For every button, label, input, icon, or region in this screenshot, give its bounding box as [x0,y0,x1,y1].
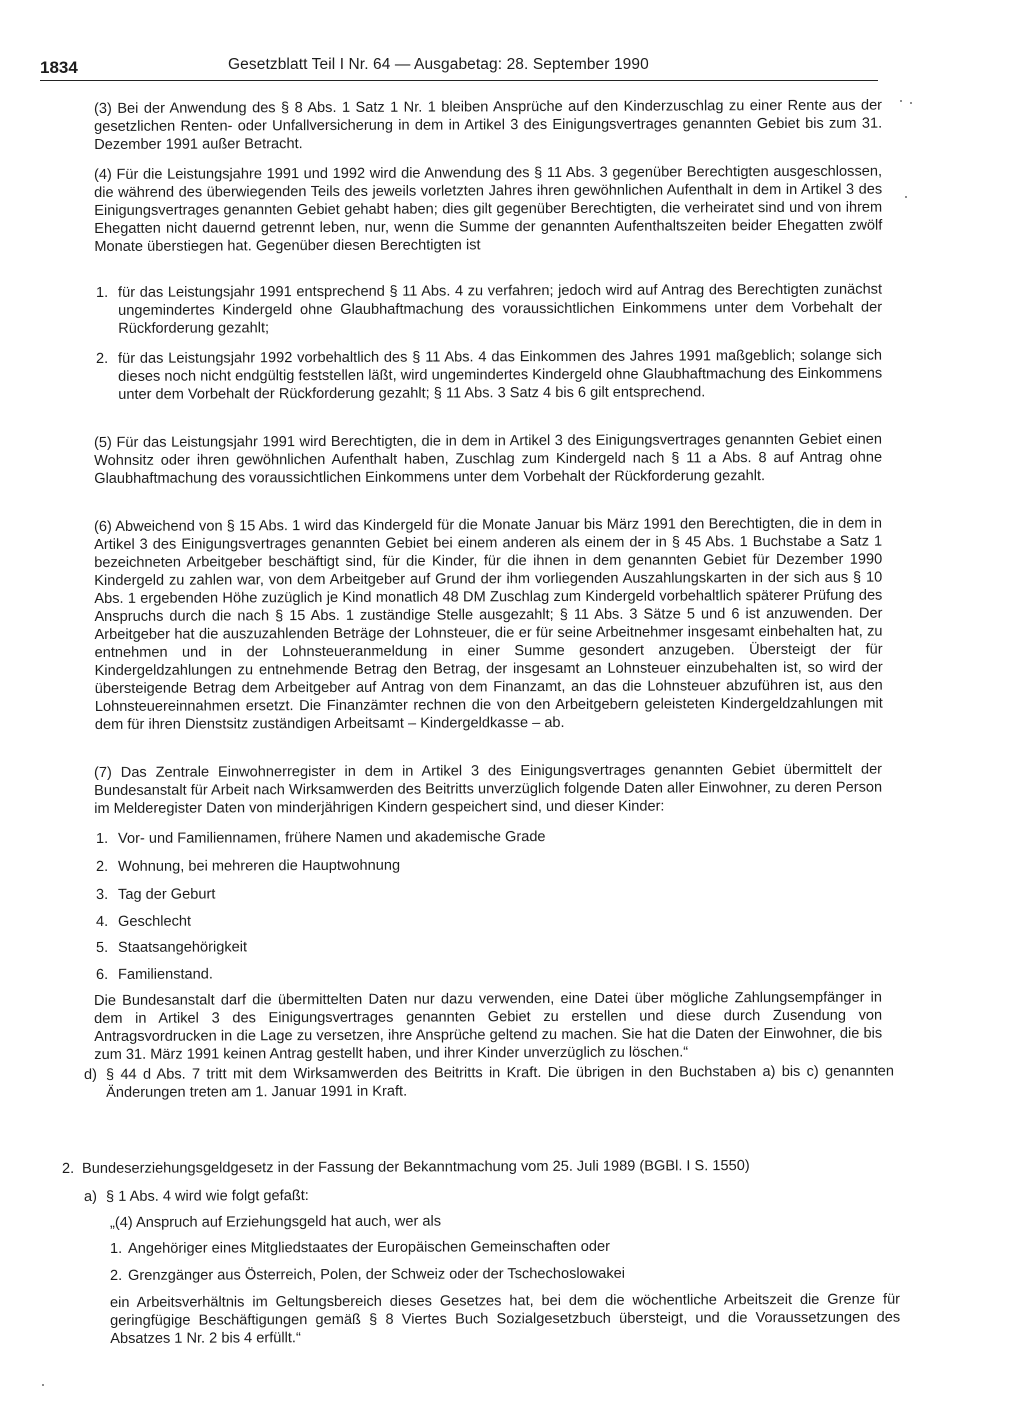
page-number: 1834 [40,58,78,77]
item-2-bundeserziehungsgeldgesetz [62,1157,822,1178]
quote-item-2 [110,1264,710,1285]
paragraph-7: (7) Das Zentrale Einwohnerregister in dem in Artikel 3 des Einigungsvertrages genannten Gebiet übermittelt der Bundesanstalt für Arbeit nach Wirksamwerden des Beitritts unverzüglich folgende Daten aller Einwohner, zu deren Person im Melderegister Daten von minderjährigen Kindern gespeichert sind, und dieser Kinder: [94,761,883,817]
paragraph-4: (4) Für die Leistungsjahre 1991 und 1992 wird die Anwendung des § 11 Abs. 3 gegenüber Berechtigten ausgeschlossen, die während des überwiegenden Teils des jeweils vorletzten Jahres ihren gewöhnlichen Aufenthalt in dem in Artikel 3 des Einigungsvertrages genannten Gebiet gehabt haben; dies gilt gegenüber Berechtigten, die verheiratet sind und von ihrem Ehegatten nicht dauernd getrennt leben, nur, wenn die Summe der genannten Aufenthaltszeiten beider Ehegatten zwölf Monate überstiegen hat. Gegenüber diesen Berechtigten ist [94,163,883,255]
quote-closing: ein Arbeitsverhältnis im Geltungsbereich dieses Gesetzes hat, bei dem die wöchentliche Arbeitszeit die Grenze für geringfügige Beschäftigungen gemäß § 8 Viertes Buch Sozialgesetzbuch übersteigt, und die Voraussetzungen des Absatzes 1 Nr. 2 bis 4 erfüllt.“ [110,1291,901,1347]
item-number: 1. [96,284,109,301]
paragraph-7-item-6 [96,963,882,984]
item-number: 2. [110,1267,123,1284]
paragraph-5: (5) Für das Leistungsjahr 1991 wird Berechtigten, die in dem in Artikel 3 des Einigungsvertrages genannten Gebiet einen Wohnsitz oder ihren gewöhnlichen Aufenthalt haben, Zuschlag zum Kindergeld nach § 11 a Abs. 8 auf Antrag ohne Glaubhaftmachung des voraussichtlichen Einkommens unter dem Vorbehalt der Rückforderung gezahlt. [94,431,883,487]
scan-speck [42,1384,44,1386]
item-text: für das Leistungsjahr 1992 vorbehaltlich des § 11 Abs. 4 das Einkommen des Jahres 1991 maßgeblich; solange sich dieses noch nicht endgültig feststellen läßt, wird ungemindertes Kindergeld ohne Glaubhaftmachung des Einkommens unter dem Vorbehalt der Rückforderung gezahlt; § 11 Abs. 3 Satz 4 bis 6 gilt entsprechend. [118,347,883,403]
paragraph-7-closing: Die Bundesanstalt darf die übermittelten Daten nur dazu verwenden, eine Datei über mögliche Zahlungsempfänger in dem in Artikel 3 des Einigungsvertrages genannten Gebiet zu erstellen und diese durch Zusendung von Antragsvordrucken in die Lage zu versetzen, ihre Ansprüche geltend zu machen. Sie hat die Daten der Einwohner, die bis zum 31. März 1991 keinen Antrag gestellt haben, und ihrer Kinder unverzüglich zu löschen.“ [94,989,883,1063]
item-text: Bundeserziehungsgeldgesetz in der Fassung der Bekanntmachung vom 25. Juli 1989 (BGBl. I S. 1550) [82,1157,750,1177]
item-text: § 44 d Abs. 7 tritt mit dem Wirksamwerden des Beitritts in Kraft. Die übrigen in den Buchstaben a) bis c) genannten Änderungen treten am 1. Januar 1991 in Kraft. [106,1063,895,1101]
item-text: Grenzgänger aus Österreich, Polen, der Schweiz oder der Tschechoslowakei [128,1265,626,1284]
item-d [84,1062,894,1102]
item-text: für das Leistungsjahr 1991 entsprechend § 11 Abs. 4 zu verfahren; jedoch wird auf Antrag des Berechtigten zunächst ungemindertes Kindergeld ohne Glaubhaftmachung des voraussichtlichen Einkommens unter dem Vorbehalt der Rückforderung gezahlt; [118,281,883,337]
item-number: 2. [96,350,109,367]
item-text: Tag der Geburt [118,886,216,903]
item-text: § 1 Abs. 4 wird wie folgt gefaßt: [106,1188,309,1205]
running-head: Gesetzblatt Teil I Nr. 64 — Ausgabetag: 28. September 1990 [228,56,649,73]
paragraph-7-item-2 [96,855,882,876]
paragraph-4-item-2 [96,347,882,422]
item-letter: d) [84,1066,98,1083]
quote-intro: „(4) Anspruch auf Erziehungsgeld hat auch, wer als [110,1213,442,1231]
scan-speck [910,102,912,104]
quote-item-1 [110,1237,710,1258]
paragraph-7-item-1 [96,827,882,848]
item-number: 2. [96,858,109,875]
item-number: 5. [96,939,109,956]
item-number: 3. [96,886,109,903]
item-number: 6. [96,966,109,983]
paragraph-7-item-5 [96,936,882,957]
paragraph-3: (3) Bei der Anwendung des § 8 Abs. 1 Satz 1 Nr. 1 bleiben Ansprüche auf den Kinderzuschlag zu einer Rente aus der gesetzlichen Renten- oder Unfallversicherung in dem in Artikel 3 des Einigungsvertrages genannten Gebiet bis zum 31. Dezember 1991 außer Betracht. [94,97,883,153]
scan-speck [905,196,907,198]
item-number: 1. [96,830,109,847]
page-header [40,56,878,81]
item-number: 1. [110,1240,123,1257]
paragraph-7-item-4 [96,910,882,931]
item-text: Staatsangehörigkeit [118,939,248,956]
item-number: 2. [62,1160,75,1177]
paragraph-4-item-1 [96,281,882,338]
item-text: Vor- und Familiennamen, frühere Namen und akademische Grade [118,829,546,847]
item-text: Wohnung, bei mehreren die Hauptwohnung [118,857,401,875]
paragraph-6: (6) Abweichend von § 15 Abs. 1 wird das Kindergeld für die Monate Januar bis März 1991 den Berechtigten, die in dem in Artikel 3 des Einigungsvertrages genannten Gebiet bei einem anderen als einem der in § 45 Abs. 1 Buchstabe a Satz 1 bezeichneten Arbeitgeber beschäftigt sind, für die Kinder, für die ihnen in dem genannten Gebiet für Dezember 1990 Kindergeld zu zahlen war, von dem Arbeitgeber auf Grund der ihm vorliegenden Auszahlungskarten in der sich aus § 10 Abs. 1 ergebenden Höhe zuzüglich je Kind monatlich 48 DM Zuschlag zum Kindergeld vorbehaltlich späterer Prüfung des Anspruchs durch die nach § 15 Abs. 1 zuständige Stelle ausgezahlt; § 11 Abs. 3 Sätze 5 und 6 ist anzuwenden. Der Arbeitgeber hat die auszuzahlenden Beträge der Lohnsteuer, die er für seine Arbeitnehmer insgesamt einbehalten hat, zu entnehmen und in der Lohnsteueranmeldung in einer Summe gesondert anzugeben. Übersteigt der für Kindergeldzahlungen zu entnehmende Betrag den Betrag, der insgesamt an Lohnsteuer einzubehalten ist, so wird der übersteigende Betrag dem Arbeitgeber auf Antrag von dem Finanzamt, an das die Lohnsteuer abzuführen ist, aus den Lohnsteuereinnahmen ersetzt. Die Finanzämter rechnen die von den Arbeitgebern geleisteten Kindergeldzahlungen mit dem für ihren Dienstsitz zuständigen Arbeitsamt – Kindergeldkasse – ab. [94,515,883,733]
item-text: Angehöriger eines Mitgliedstaates der Europäischen Gemeinschaften oder [128,1238,610,1257]
item-text: Geschlecht [118,913,192,930]
item-number: 4. [96,913,109,930]
item-a [84,1187,384,1206]
paragraph-7-item-3 [96,883,882,904]
item-text: Familienstand. [118,966,213,983]
scan-speck [900,100,902,102]
item-letter: a) [84,1188,98,1205]
